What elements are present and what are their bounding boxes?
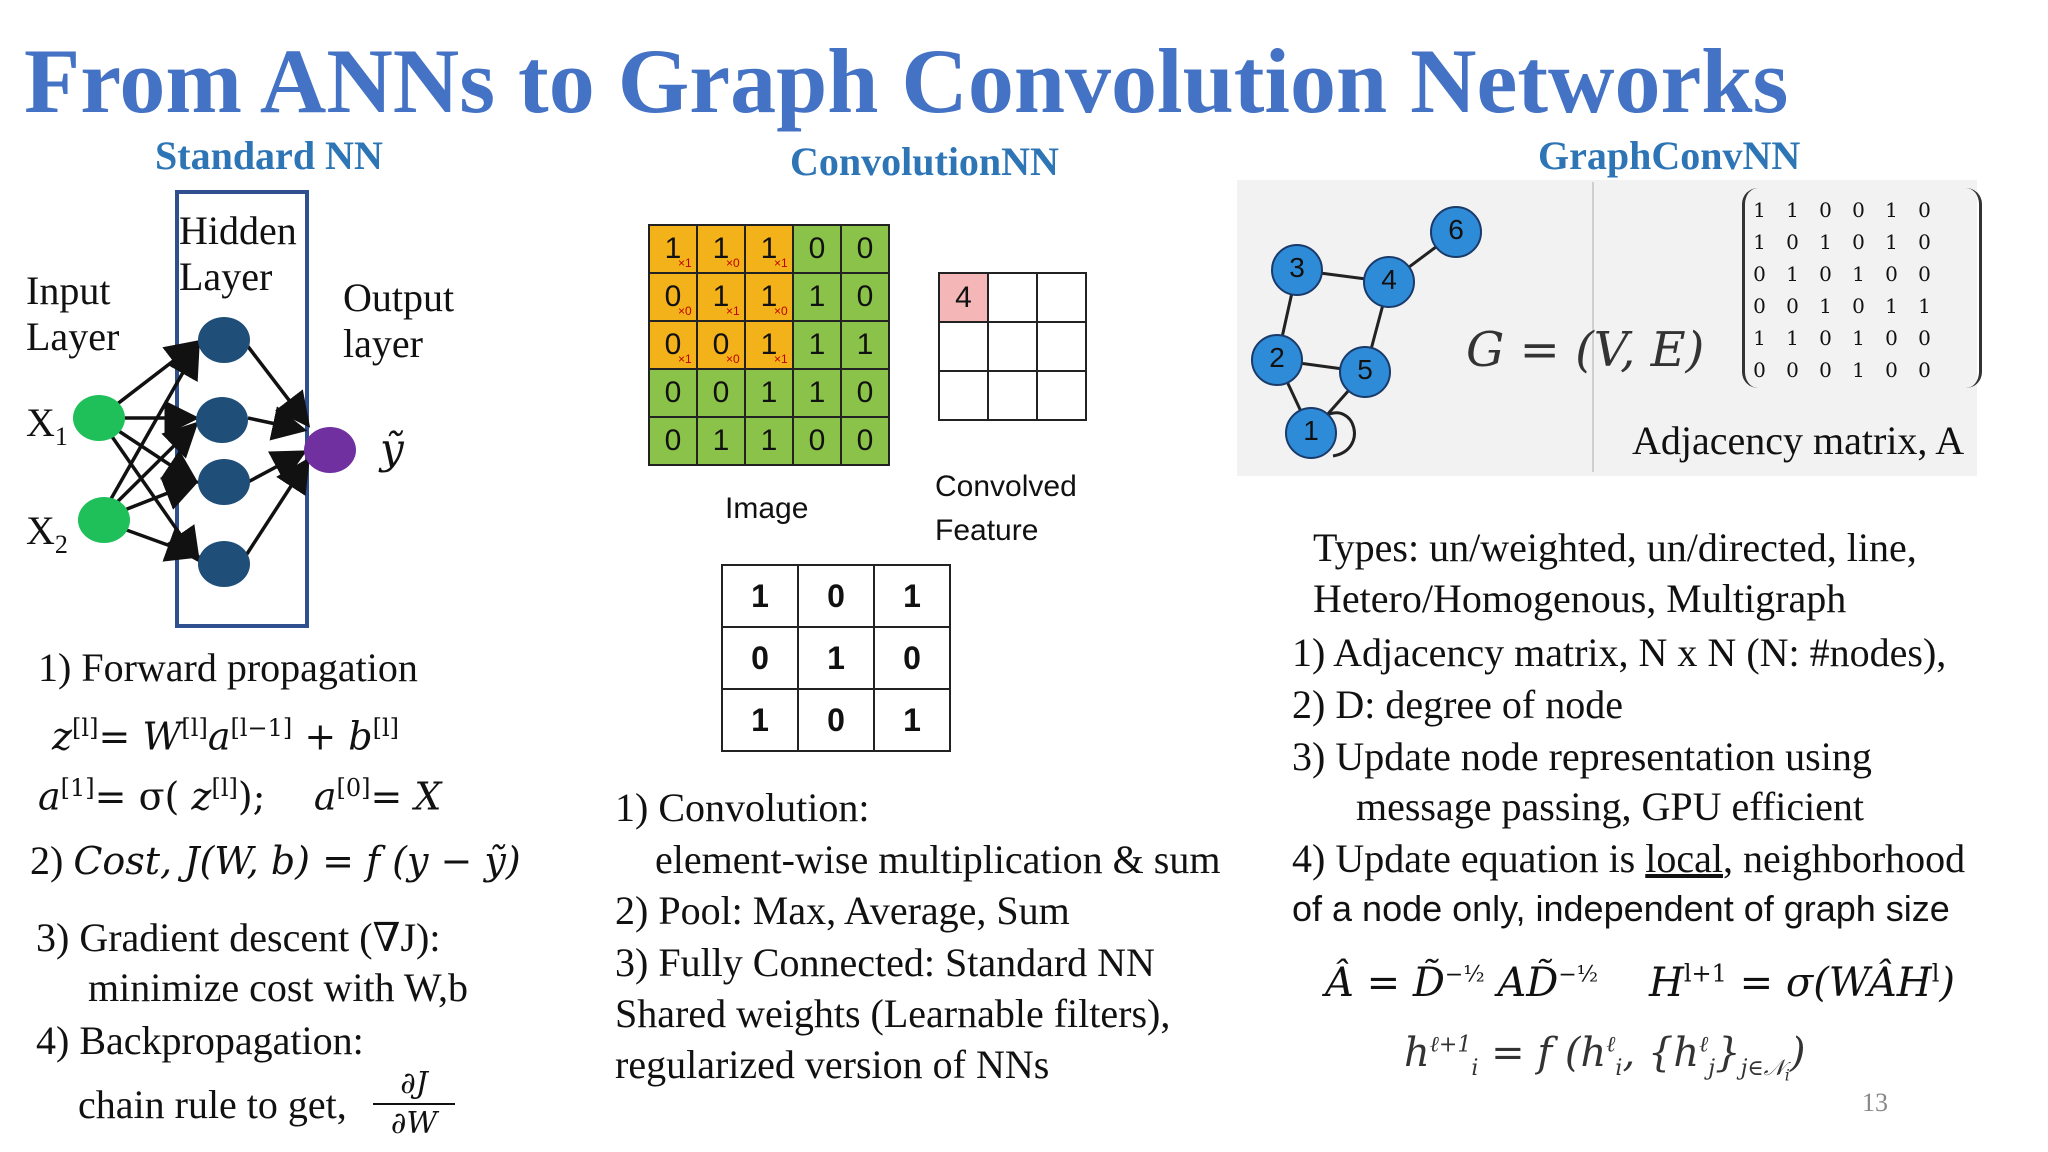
image-cell: 0	[793, 225, 841, 273]
ann-step-4b: chain rule to get,	[78, 1082, 347, 1127]
ann-step-4a: 4) Backpropagation:	[36, 1018, 364, 1063]
image-cell: 0	[697, 369, 745, 417]
ann-step-1: 1) Forward propagation	[38, 645, 418, 690]
gcn-point-1: 1) Adjacency matrix, N x N (N: #nodes),	[1292, 630, 1947, 675]
output-layer-label: Output layer	[343, 275, 455, 366]
image-cell: 1	[793, 273, 841, 321]
output-node	[304, 427, 356, 473]
x2-label: $X_2$	[26, 508, 68, 559]
ann-eq-1: z[l]= W[l]a[l−1] + b[l]	[52, 714, 399, 759]
image-cell: 1 ×1	[649, 225, 697, 273]
gcn-equation-2: $h^{\ell+1}_i = f$ ($h^\ell_i$, $\{h^\ell_j\}_{j\in 𝒩_i}$)	[1404, 1030, 1806, 1085]
image-cell: 1	[697, 417, 745, 465]
y-hat-label: ỹ	[380, 424, 404, 473]
kernel-cell: 0	[798, 689, 874, 751]
kernel-cell: 0	[874, 627, 950, 689]
image-cell: 1	[793, 321, 841, 369]
kernel-grid	[721, 564, 951, 752]
kernel-cell: 1	[874, 565, 950, 627]
image-grid	[648, 224, 890, 466]
adjacency-label: Adjacency matrix, A	[1632, 418, 1965, 463]
node-label: 2	[1269, 342, 1285, 373]
gcn-point-3a: 3) Update node representation using	[1292, 734, 1872, 779]
image-cell: 0 ×0	[649, 273, 697, 321]
convolved-cell	[988, 322, 1037, 371]
gcn-equation-1: Â = D̃$^{-\frac{1}{2}}$ AD̃$^{-\frac{1}{2}}$ $H^{l+1}$ = $\sigma(WÂH^l)$	[1325, 959, 1955, 1006]
convolved-feature-label: Convolved Feature	[935, 470, 1077, 547]
image-cell: 1 ×1	[745, 321, 793, 369]
convolved-feature-grid	[938, 272, 1087, 421]
slide-title: From ANNs to Graph Convolution Networks	[24, 30, 1789, 132]
ann-step-3a: 3) Gradient descent (∇J):	[36, 915, 441, 960]
convolved-cell	[1037, 322, 1086, 371]
kernel-cell: 1	[722, 565, 798, 627]
convolved-cell	[939, 371, 988, 420]
x1-label: $X_1$	[26, 400, 68, 451]
node-label: 1	[1303, 415, 1319, 446]
kernel-cell: 0	[722, 627, 798, 689]
image-cell: 1 ×0	[697, 225, 745, 273]
section-standard-nn: Standard NN	[155, 133, 383, 178]
kernel-cell: 1	[722, 689, 798, 751]
gcn-point-3b: message passing, GPU efficient	[1356, 784, 1865, 829]
gcn-types-1: Types: un/weighted, un/directed, line,	[1313, 525, 1917, 570]
kernel-cell: 1	[874, 689, 950, 751]
image-cell: 1	[841, 321, 889, 369]
convolved-cell: 4	[939, 273, 988, 322]
graph-equation: G = (V, E)	[1466, 322, 1705, 378]
image-cell: 1 ×0	[745, 273, 793, 321]
section-graphconv-nn: GraphConvNN	[1538, 133, 1801, 178]
node-label: 6	[1448, 214, 1464, 245]
hidden-node	[196, 397, 248, 443]
input-node-x2	[78, 497, 130, 543]
image-cell: 0 ×0	[697, 321, 745, 369]
input-layer-label: Input Layer	[26, 268, 120, 359]
image-cell: 0	[841, 417, 889, 465]
cnn-note-1: Shared weights (Learnable filters),	[615, 991, 1171, 1036]
image-cell: 0	[793, 417, 841, 465]
cnn-note-2: regularized version of NNs	[615, 1042, 1050, 1087]
node-label: 5	[1357, 354, 1373, 385]
cnn-step-1b: element-wise multiplication & sum	[655, 837, 1221, 882]
hidden-node	[198, 317, 250, 363]
hidden-node	[198, 459, 250, 505]
input-node-x1	[73, 395, 125, 441]
convolved-cell	[1037, 371, 1086, 420]
ann-step-3b: minimize cost with W,b	[88, 965, 468, 1010]
kernel-cell: 1	[798, 627, 874, 689]
page-number: 13	[1862, 1088, 1888, 1117]
image-cell: 1 ×1	[697, 273, 745, 321]
gcn-types-2: Hetero/Homogenous, Multigraph	[1313, 576, 1847, 621]
image-cell: 1	[793, 369, 841, 417]
gcn-point-4a: 4) Update equation is local, neighborhood	[1292, 836, 1966, 881]
node-label: 3	[1289, 252, 1305, 283]
image-cell: 1 ×1	[745, 225, 793, 273]
kernel-cell: 0	[798, 565, 874, 627]
image-cell: 1	[745, 417, 793, 465]
image-cell: 0	[649, 417, 697, 465]
hidden-layer-label: Hidden Layer	[179, 208, 297, 299]
image-cell: 0	[841, 273, 889, 321]
convolved-cell	[1037, 273, 1086, 322]
convolved-cell	[988, 371, 1037, 420]
adjacency-matrix: 1 1 0 0 1 0 1 0 1 0 1 0 0 1 0 1 0 0 0 0 1 0 1 1 1 1 0 1 0 0 0 0 0 1 0 0	[1753, 198, 1931, 382]
gcn-point-2: 2) D: degree of node	[1292, 682, 1623, 727]
section-convolution-nn: ConvolutionNN	[790, 139, 1059, 184]
image-cell: 0 ×1	[649, 321, 697, 369]
cnn-step-3: 3) Fully Connected: Standard NN	[615, 940, 1155, 985]
partial-fraction: ∂J ∂W	[373, 1065, 455, 1143]
image-cell: 0	[649, 369, 697, 417]
ann-eq-2: a[1]= σ( z[l]); a[0]= X	[38, 774, 442, 819]
convolved-cell	[988, 273, 1037, 322]
ann-step-2: 2) Cost, J(W, b) = f (y − ỹ)	[30, 838, 521, 883]
image-label: Image	[725, 492, 809, 525]
image-cell: 1	[745, 369, 793, 417]
gcn-point-4b: of a node only, independent of graph size	[1292, 888, 1950, 929]
hidden-node	[198, 541, 250, 587]
cnn-step-1a: 1) Convolution:	[615, 785, 870, 830]
cnn-step-2: 2) Pool: Max, Average, Sum	[615, 888, 1070, 933]
image-cell: 0	[841, 369, 889, 417]
node-label: 4	[1381, 264, 1397, 295]
convolved-cell	[939, 322, 988, 371]
image-cell: 0	[841, 225, 889, 273]
